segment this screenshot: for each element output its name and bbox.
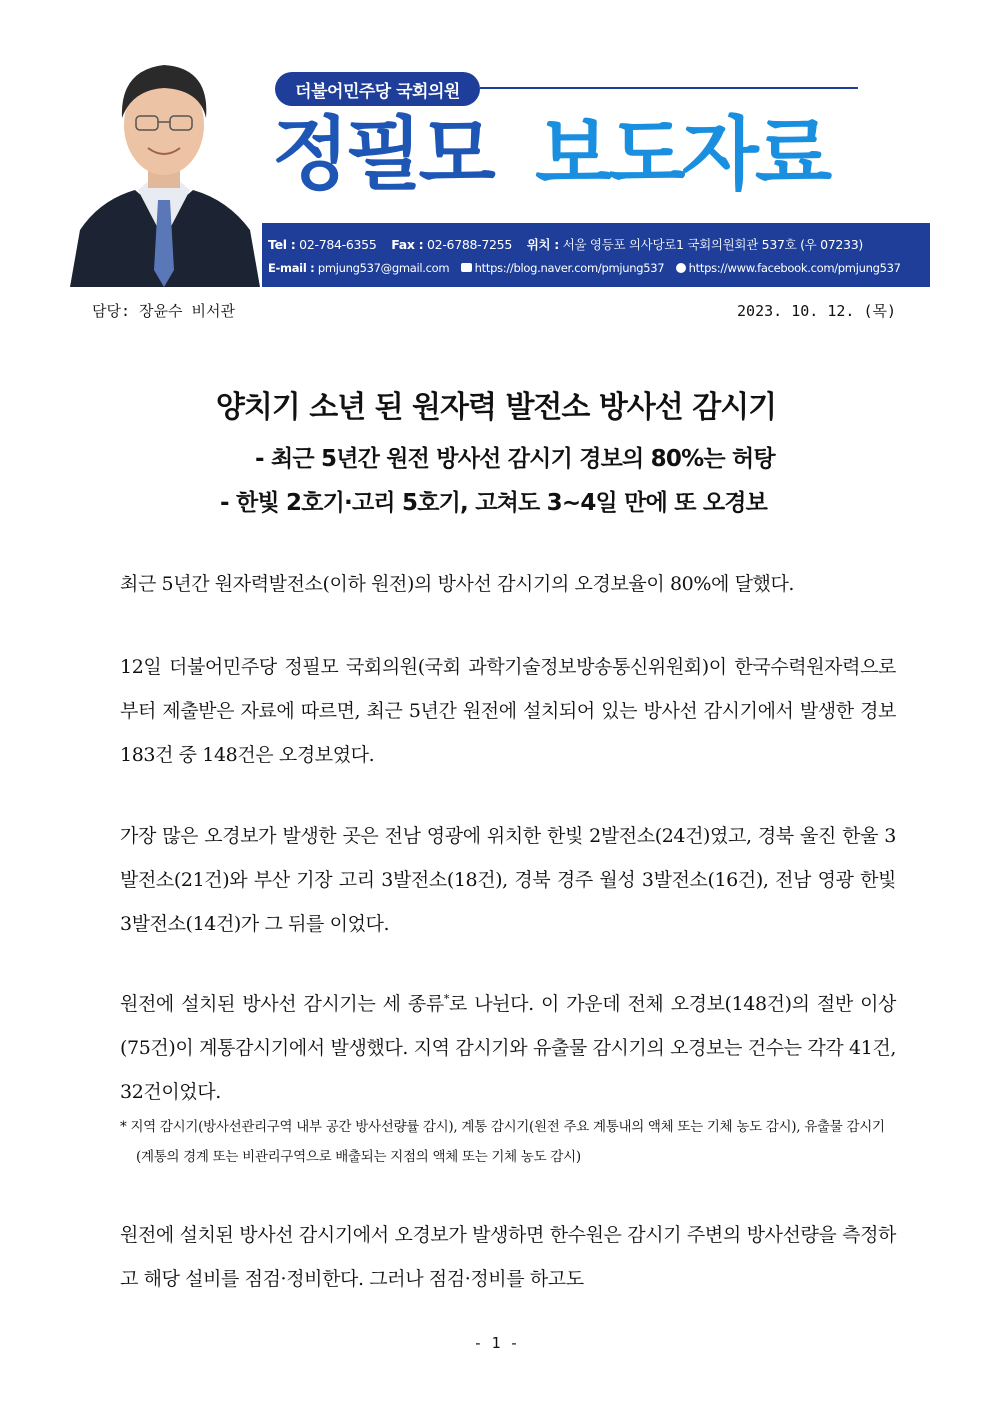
subheadline-1: - 최근 5년간 원전 방사선 감시기 경보의 80%는 허탕 bbox=[255, 446, 775, 472]
blog-link[interactable]: https://blog.naver.com/pmjung537 bbox=[474, 261, 665, 275]
paragraph-1: 최근 5년간 원자력발전소(이하 원전)의 방사선 감시기의 오경보율이 80%에 달했다. bbox=[120, 573, 795, 595]
location-label: 위치 : bbox=[526, 237, 559, 252]
blog-icon bbox=[461, 263, 472, 272]
press-release-label: 보도자료 bbox=[535, 108, 829, 201]
contact-bar bbox=[262, 223, 930, 287]
paragraph-3: 가장 많은 오경보가 발생한 곳은 전남 영광에 위치한 한빛 2발전소(24건)였고, 경북 울진 한울 3발전소(21건)와 부산 기장 고리 3발전소(18건), 경북 경주 월성 3발전소(16건), 전남 영광 한빛 3발전소(14건)가 그 뒤를 이었다. bbox=[120, 825, 896, 935]
paragraph-4 bbox=[120, 982, 896, 1114]
press-banner bbox=[60, 40, 930, 287]
lawmaker-name: 정필모 bbox=[272, 108, 492, 201]
location-value: 서울 영등포 의사당로1 국회의원회관 537호 (우 07233) bbox=[562, 237, 863, 252]
paragraph-4-part-a: 원전에 설치된 방사선 감시기는 세 종류 bbox=[120, 993, 444, 1015]
release-date: 2023. 10. 12. (목) bbox=[737, 302, 896, 320]
tel-label: Tel : bbox=[268, 237, 296, 252]
lawmaker-portrait bbox=[60, 40, 268, 287]
contact-row-phone bbox=[268, 235, 863, 253]
page-number: - 1 - bbox=[473, 1334, 519, 1352]
facebook-link[interactable]: https://www.facebook.com/pmjung537 bbox=[688, 261, 901, 275]
paragraph-5: 원전에 설치된 방사선 감시기에서 오경보가 발생하면 한수원은 감시기 주변의 방사선량을 측정하고 해당 설비를 점검·정비한다. 그러나 점검·정비를 하고도 bbox=[120, 1224, 896, 1290]
banner-divider bbox=[480, 87, 858, 89]
paragraph-4-part-b: 로 나뉜다. 이 가운데 전체 오경보(148건)의 절반 이상(75건)이 계통감시기에서 발생했다. 지역 감시기와 유출물 감시기의 오경보는 건수는 각각 41건, 32건이었다. bbox=[120, 993, 896, 1103]
subheadline-2: - 한빛 2호기·고리 5호기, 고쳐도 3~4일 만에 또 오경보 bbox=[220, 490, 768, 516]
paragraph-2: 12일 더불어민주당 정필모 국회의원(국회 과학기술정보방송통신위원회)이 한국수력원자력으로부터 제출받은 자료에 따르면, 최근 5년간 원전에 설치되어 있는 방사선 감시기에서 발생한 경보 183건 중 148건은 오경보였다. bbox=[120, 656, 896, 766]
fax-label: Fax : bbox=[391, 237, 424, 252]
contact-person: 담당: 장윤수 비서관 bbox=[92, 302, 236, 320]
fax-value: 02-6788-7255 bbox=[427, 237, 512, 252]
headline: 양치기 소년 된 원자력 발전소 방사선 감시기 bbox=[215, 390, 777, 425]
email-link[interactable]: pmjung537@gmail.com bbox=[317, 261, 450, 275]
contact-row-online bbox=[268, 261, 901, 275]
tel-value: 02-784-6355 bbox=[299, 237, 377, 252]
party-label: 더불어민주당 국회의원 bbox=[275, 72, 480, 106]
facebook-icon bbox=[676, 263, 686, 273]
footnote: * 지역 감시기(방사선관리구역 내부 공간 방사선량률 감시), 계통 감시기(원전 주요 계통내의 액체 또는 기체 농도 감시), 유출물 감시기(계통의 경계 또는 비관리구역으로 배출되는 지점의 액체 또는 기체 농도 감시) bbox=[120, 1119, 885, 1165]
footnote-marker: * bbox=[443, 992, 449, 1006]
email-label: E-mail : bbox=[268, 261, 315, 275]
